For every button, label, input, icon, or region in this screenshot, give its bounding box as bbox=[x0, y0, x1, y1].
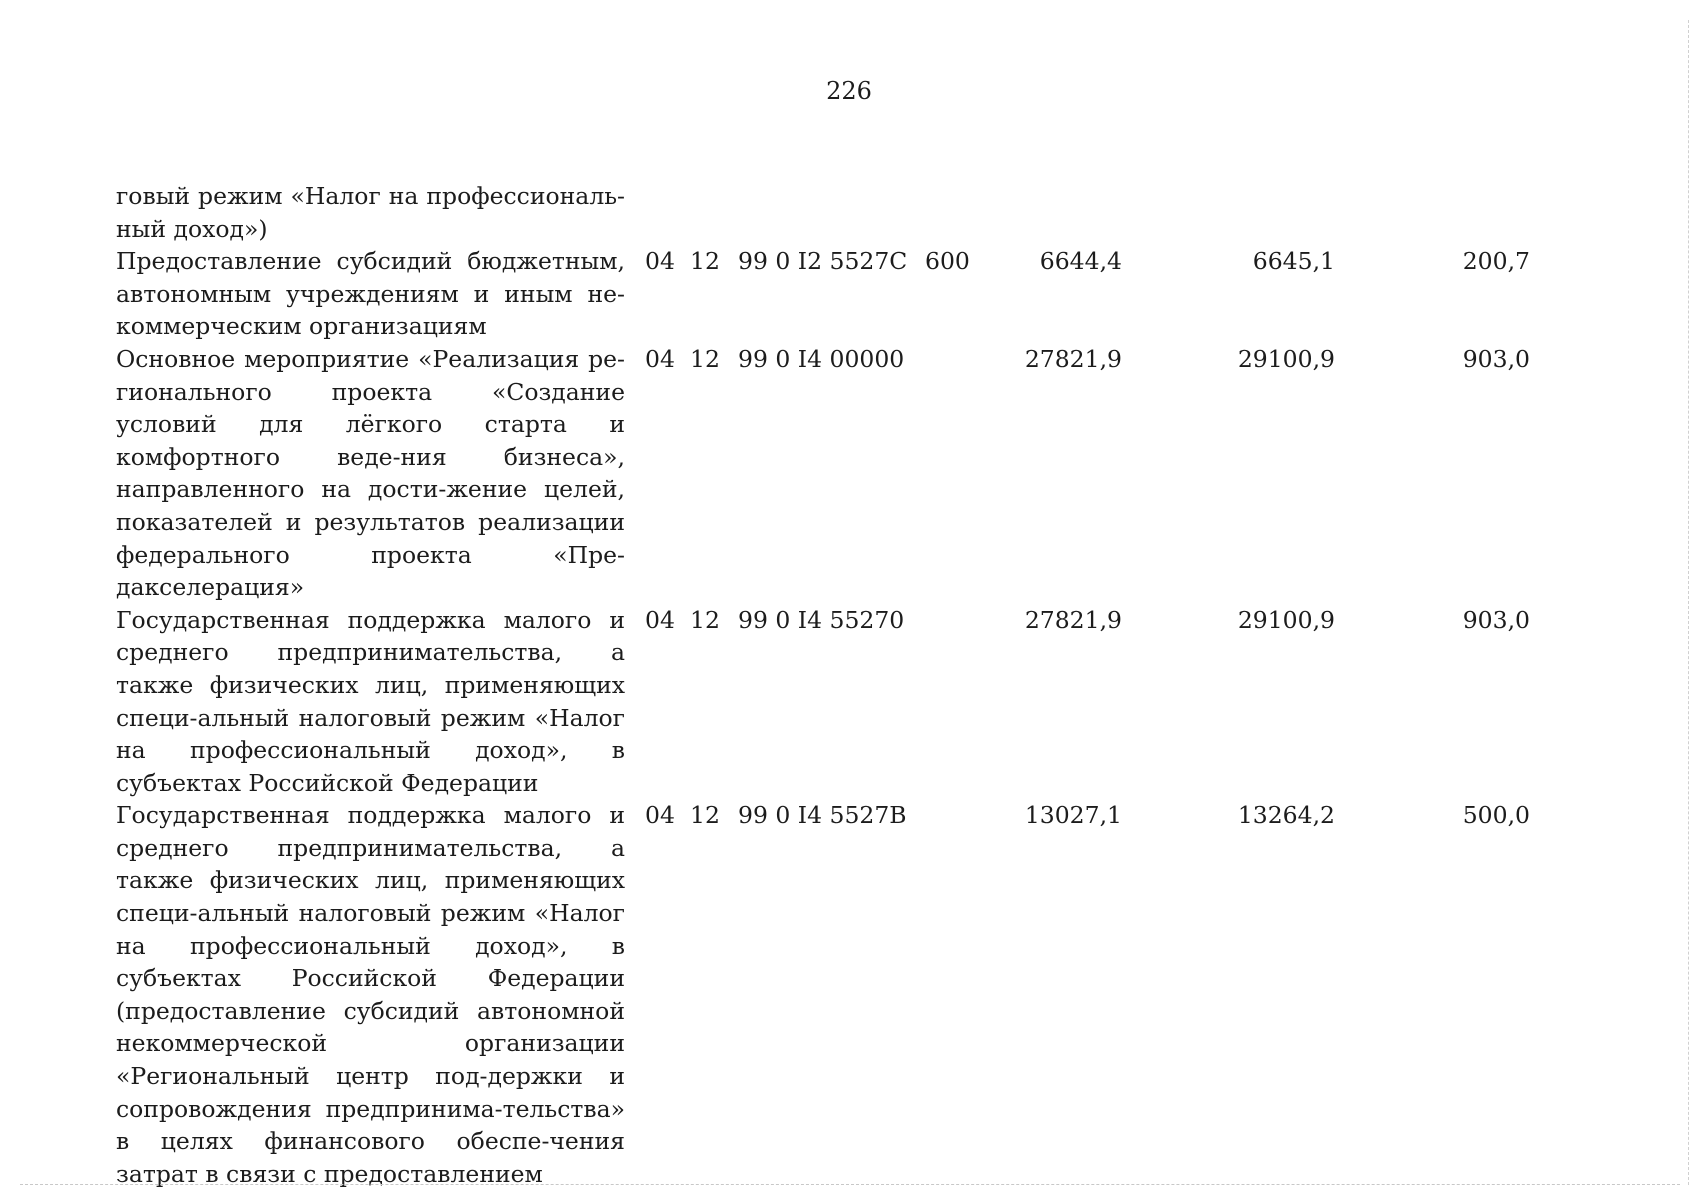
target-article-code: 99 0 I2 5527С bbox=[738, 247, 908, 276]
amount-column-2: 29100,9 bbox=[1237, 605, 1335, 634]
target-article-code: 99 0 I4 5527В bbox=[738, 801, 907, 830]
section-code: 04 bbox=[645, 801, 675, 830]
table-row bbox=[0, 799, 1698, 1190]
subsection-code: 12 bbox=[690, 801, 720, 830]
row-description: Государственная поддержка малого и среднего предпринимательства, а также физических лиц, применяющих специ-альный налоговый режим «Налог на профессиональный доход», в субъектах Российской Федерации bbox=[116, 605, 625, 797]
table-row bbox=[0, 245, 1698, 343]
amount-column-3: 903,0 bbox=[1462, 605, 1530, 634]
scan-right-edge bbox=[1688, 20, 1689, 1185]
amount-column-3: 500,0 bbox=[1462, 801, 1530, 830]
amount-column-1: 6644,4 bbox=[1039, 247, 1122, 276]
target-article-code: 99 0 I4 00000 bbox=[738, 344, 905, 373]
page-number: 226 bbox=[826, 77, 872, 105]
amount-column-1: 13027,1 bbox=[1024, 801, 1122, 830]
amount-column-2: 6645,1 bbox=[1252, 247, 1335, 276]
table-row bbox=[0, 343, 1698, 604]
amount-column-3: 200,7 bbox=[1462, 247, 1530, 276]
row-description: Государственная поддержка малого и среднего предпринимательства, а также физических лиц, применяющих специ-альный налоговый режим «Налог на профессиональный доход», в субъектах Российской Федерации (предоставление субсидий автономной некоммерческой организации «Региональный центр под-держки и сопровождения предпринима-тельства» в целях финансового обеспе-чения затрат в связи с предоставлением bbox=[116, 801, 625, 1188]
subsection-code: 12 bbox=[690, 605, 720, 634]
amount-column-1: 27821,9 bbox=[1024, 344, 1122, 373]
table-row bbox=[0, 180, 1698, 245]
scan-bottom-rule bbox=[20, 1184, 1680, 1185]
table-row bbox=[0, 604, 1698, 800]
expense-type-code: 600 bbox=[925, 247, 970, 276]
subsection-code: 12 bbox=[690, 344, 720, 373]
section-code: 04 bbox=[645, 605, 675, 634]
amount-column-1: 27821,9 bbox=[1024, 605, 1122, 634]
row-description: говый режим «Налог на профессиональ-ный доход») bbox=[116, 182, 625, 243]
budget-table bbox=[0, 180, 1698, 1190]
subsection-code: 12 bbox=[690, 247, 720, 276]
target-article-code: 99 0 I4 55270 bbox=[738, 605, 905, 634]
section-code: 04 bbox=[645, 344, 675, 373]
row-description: Основное мероприятие «Реализация ре-гионального проекта «Создание условий для лёгкого старта и комфортного веде-ния бизнеса», направленного на дости-жение целей, показателей и результатов реализации федерального проекта «Пре-дакселерация» bbox=[116, 344, 625, 602]
amount-column-2: 29100,9 bbox=[1237, 344, 1335, 373]
amount-column-3: 903,0 bbox=[1462, 344, 1530, 373]
row-description: Предоставление субсидий бюджетным, автономным учреждениям и иным не-коммерческим организациям bbox=[116, 247, 625, 341]
section-code: 04 bbox=[645, 247, 675, 276]
amount-column-2: 13264,2 bbox=[1237, 801, 1335, 830]
